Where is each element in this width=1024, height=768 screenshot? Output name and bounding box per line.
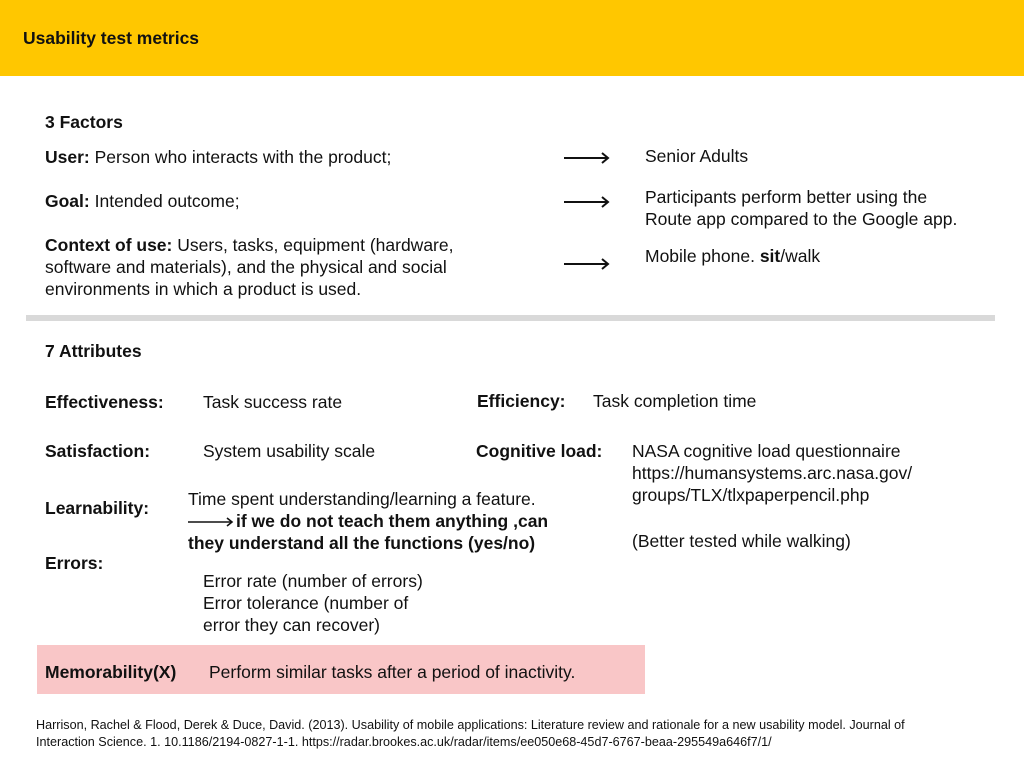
learnability-value (188, 488, 548, 554)
factor-user-text: Person who interacts with the product; (94, 147, 392, 167)
errors-line: Error rate (number of errors) (203, 571, 423, 591)
factor-goal-result-line: Participants perform better using the (645, 187, 928, 207)
factor-context-text-line: environments in which a product is used. (45, 279, 362, 299)
errors-line: Error tolerance (number of (203, 593, 409, 613)
cognitive-load-value (632, 440, 912, 506)
learnability-bold-line: if we do not teach them anything ,can (236, 511, 549, 531)
cognitive-load-label: Cognitive load: (476, 441, 603, 461)
reference-line: Harrison, Rachel & Flood, Derek & Duce, David. (2013). Usability of mobile applications: Literature review and rationale for a new usability model. Journal of (36, 718, 905, 732)
factor-context-text-line: Users, tasks, equipment (hardware, (177, 235, 454, 255)
factor-goal (45, 190, 240, 212)
factor-context-label: Context of use: (45, 235, 173, 255)
effectiveness-label: Effectiveness: (45, 392, 164, 412)
efficiency-value: Task completion time (593, 391, 757, 411)
long-right-arrow-icon (564, 151, 610, 165)
factor-goal-result-line: Route app compared to the Google app. (645, 209, 958, 229)
factors-heading: 3 Factors (45, 112, 123, 132)
page-title: Usability test metrics (23, 28, 200, 48)
errors-line: error they can recover) (203, 615, 381, 635)
factor-goal-text: Intended outcome; (94, 191, 240, 211)
errors-value (203, 570, 423, 636)
factor-user-label: User: (45, 147, 90, 167)
errors-label: Errors: (45, 553, 104, 573)
cognitive-load-line: NASA cognitive load questionnaire (632, 441, 901, 461)
context-result-prefix: Mobile phone. (645, 246, 755, 266)
context-result-bold: sit (759, 246, 781, 266)
section-divider (26, 315, 995, 321)
reference-citation (36, 717, 905, 751)
context-result-suffix: /walk (780, 246, 821, 266)
long-right-arrow-icon (564, 195, 610, 209)
factor-context (45, 234, 453, 300)
factor-user-result: Senior Adults (645, 146, 749, 166)
efficiency-label: Efficiency: (477, 391, 566, 411)
satisfaction-value: System usability scale (203, 441, 376, 461)
long-right-arrow-icon (564, 257, 610, 271)
learnability-line: Time spent understanding/learning a feature. (188, 489, 536, 509)
factor-user (45, 146, 391, 168)
factor-context-text-line: software and materials), and the physical and social (45, 257, 447, 277)
factor-goal-label: Goal: (45, 191, 90, 211)
memorability-label: Memorability(X) (45, 662, 177, 682)
reference-line: Interaction Science. 1. 10.1186/2194-0827-1-1. https://radar.brookes.ac.uk/radar/items/ee050e68-45d7-6767-beaa-295549a646f7/1/ (36, 735, 772, 749)
cognitive-load-link[interactable]: https://humansystems.arc.nasa.gov/ (632, 463, 913, 483)
long-right-arrow-icon (188, 516, 234, 528)
effectiveness-value: Task success rate (203, 392, 343, 412)
cognitive-load-note: (Better tested while walking) (632, 531, 851, 551)
satisfaction-label: Satisfaction: (45, 441, 151, 461)
cognitive-load-link[interactable]: groups/TLX/tlxpaperpencil.php (632, 485, 870, 505)
learnability-label: Learnability: (45, 498, 150, 518)
memorability-value: Perform similar tasks after a period of inactivity. (209, 662, 576, 682)
factor-context-result (645, 245, 820, 267)
factor-goal-result (645, 186, 957, 230)
learnability-bold-line: they understand all the functions (yes/no) (188, 533, 536, 553)
attributes-heading: 7 Attributes (45, 341, 142, 361)
